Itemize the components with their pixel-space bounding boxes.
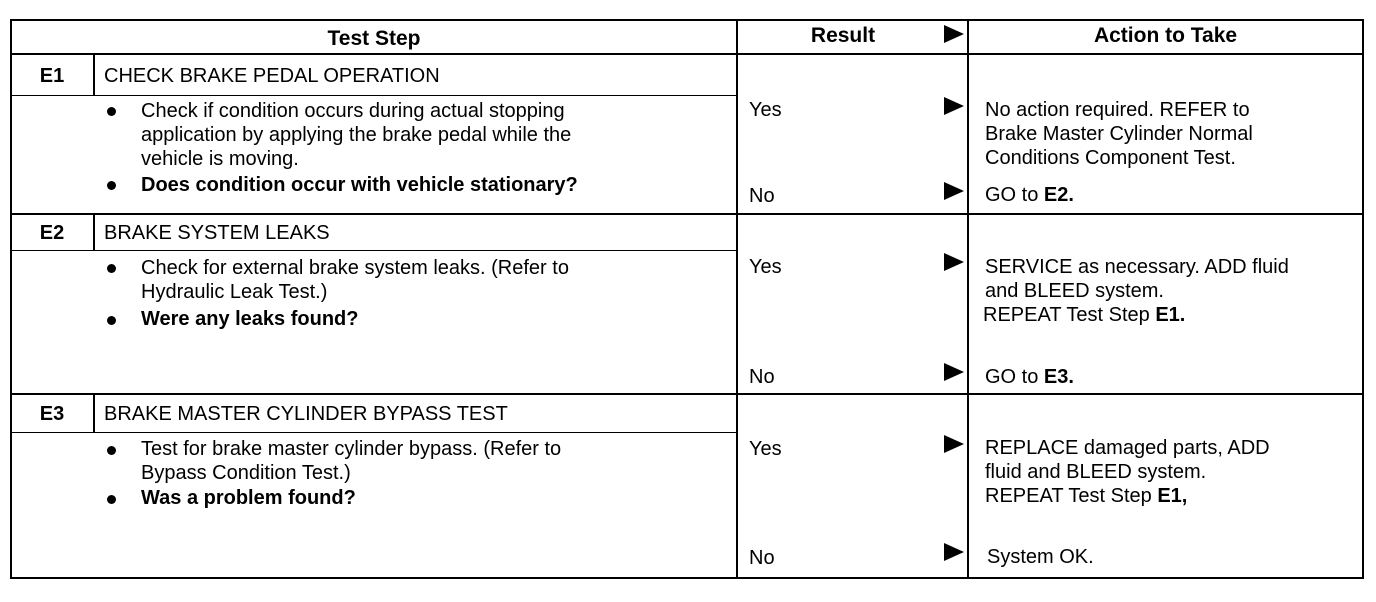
- section-divider-e1-e2: [11, 213, 1363, 215]
- bullet-icon: [107, 181, 116, 190]
- result-yes: Yes: [749, 438, 782, 460]
- bullet-line: Check if condition occurs during actual stopping: [141, 100, 565, 122]
- table-border-right: [1362, 19, 1364, 579]
- bullet-line: Check for external brake system leaks. (Refer to: [141, 257, 569, 279]
- arrow-icon: [944, 363, 964, 381]
- e2-title-underline: [11, 250, 738, 251]
- result-yes: Yes: [749, 99, 782, 121]
- e2-id-divider: [93, 215, 95, 250]
- bullet-line: application by applying the brake pedal while the: [141, 124, 572, 146]
- arrow-icon: [944, 253, 964, 271]
- action-line: SERVICE as necessary. ADD fluid: [985, 256, 1289, 278]
- bullet-icon: [107, 107, 116, 116]
- step-id: E3: [39, 403, 65, 425]
- header-arrow-icon: [944, 25, 964, 43]
- step-title: BRAKE MASTER CYLINDER BYPASS TEST: [104, 403, 508, 425]
- action-text: System OK.: [987, 546, 1094, 568]
- action-goto: GO to E2.: [985, 184, 1074, 206]
- bullet-line: vehicle is moving.: [141, 148, 299, 170]
- action-line: and BLEED system.: [985, 280, 1164, 302]
- step-reference: E1,: [1157, 485, 1188, 507]
- arrow-icon: [944, 182, 964, 200]
- bullet-icon: [107, 316, 116, 325]
- action-repeat: REPEAT Test Step E1,: [985, 485, 1188, 507]
- column-divider-result: [736, 19, 738, 579]
- action-line: No action required. REFER to: [985, 99, 1250, 121]
- header-test-step: Test Step: [327, 27, 421, 50]
- arrow-icon: [944, 543, 964, 561]
- header-action: Action to Take: [1093, 24, 1238, 47]
- step-title: CHECK BRAKE PEDAL OPERATION: [104, 65, 440, 87]
- action-line: fluid and BLEED system.: [985, 461, 1207, 483]
- e1-title-underline: [11, 95, 738, 96]
- action-repeat: REPEAT Test Step E1.: [983, 304, 1186, 326]
- bullet-icon: [107, 264, 116, 273]
- step-id: E2: [39, 222, 65, 244]
- action-line: REPLACE damaged parts, ADD: [985, 437, 1270, 459]
- step-title: BRAKE SYSTEM LEAKS: [104, 222, 330, 244]
- table-border-top: [11, 19, 1363, 21]
- step-reference: E2.: [1043, 184, 1074, 206]
- bullet-line-question: Was a problem found?: [141, 487, 356, 509]
- e1-id-divider: [93, 55, 95, 95]
- step-id: E1: [39, 65, 65, 87]
- bullet-line: Hydraulic Leak Test.): [141, 281, 328, 303]
- action-line: Brake Master Cylinder Normal: [985, 123, 1253, 145]
- step-reference: E1.: [1155, 304, 1186, 326]
- e3-id-divider: [93, 395, 95, 432]
- bullet-icon: [107, 446, 116, 455]
- bullet-line-question: Does condition occur with vehicle stationary?: [141, 174, 578, 196]
- bullet-line-question: Were any leaks found?: [141, 308, 359, 330]
- e3-title-underline: [11, 432, 738, 433]
- table-border-bottom: [11, 577, 1363, 579]
- header-divider: [11, 53, 1363, 55]
- result-yes: Yes: [749, 256, 782, 278]
- action-line: Conditions Component Test.: [985, 147, 1236, 169]
- table-border-left: [10, 19, 12, 579]
- arrow-icon: [944, 435, 964, 453]
- action-goto: GO to E3.: [985, 366, 1074, 388]
- result-no: No: [749, 366, 775, 388]
- header-result: Result: [810, 24, 876, 47]
- arrow-icon: [944, 97, 964, 115]
- step-reference: E3.: [1043, 366, 1074, 388]
- result-no: No: [749, 185, 775, 207]
- bullet-line: Bypass Condition Test.): [141, 462, 351, 484]
- bullet-icon: [107, 495, 116, 504]
- result-no: No: [749, 547, 775, 569]
- column-divider-action: [967, 19, 969, 579]
- section-divider-e2-e3: [11, 393, 1363, 395]
- bullet-line: Test for brake master cylinder bypass. (Refer to: [141, 438, 562, 460]
